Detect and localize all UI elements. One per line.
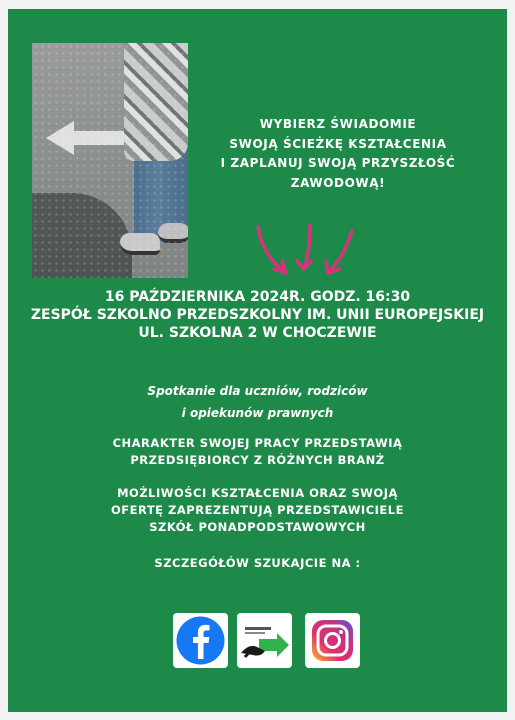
entrepreneurs-text [8, 435, 507, 469]
audience-text [8, 380, 507, 424]
pink-arrows-icon [248, 221, 358, 283]
photo-texture [32, 43, 188, 278]
details-label: SZCZEGÓŁÓW SZUKAJCIE NA : [154, 556, 361, 570]
schools-line: OFERTĘ ZAPREZENTUJĄ PRZEDSTAWICIELE [111, 503, 404, 517]
instagram-icon[interactable] [305, 613, 360, 668]
poster [8, 9, 507, 712]
audience-line: i opiekunów prawnych [181, 406, 334, 420]
entrepreneurs-line: CHARAKTER SWOJEJ PRACY PRZEDSTAWIĄ [112, 436, 403, 450]
schools-line: MOŻLIWOŚCI KSZTAŁCENIA ORAZ SWOJĄ [117, 486, 398, 500]
schools-line: SZKÓŁ PONADPODSTAWOWYCH [149, 520, 366, 534]
headline [193, 115, 483, 193]
event-info [8, 288, 507, 342]
headline-line: SWOJĄ ŚCIEŻKĘ KSZTAŁCENIA [229, 136, 447, 151]
photo-feet-on-arrow [32, 43, 188, 278]
event-date: 16 PAŹDZIERNIKA 2024R. GODZ. 16:30 [104, 289, 411, 305]
headline-line: I ZAPLANUJ SWOJĄ PRZYSZŁOŚĆ [220, 156, 456, 170]
entrepreneurs-line: PRZEDSIĘBIORCY Z RÓŻNYCH BRANŻ [130, 453, 385, 467]
audience-line: Spotkanie dla uczniów, rodziców [147, 384, 368, 398]
headline-line: WYBIERZ ŚWIADOMIE [259, 117, 417, 131]
handshake-logo-icon[interactable] [237, 613, 292, 668]
facebook-icon[interactable] [173, 613, 228, 668]
headline-line: ZAWODOWĄ! [290, 175, 386, 190]
event-venue: ZESPÓŁ SZKOLNO PRZEDSZKOLNY IM. UNII EUROPEJSKIEJ [30, 307, 485, 323]
event-address: UL. SZKOLNA 2 W CHOCZEWIE [138, 325, 377, 341]
schools-text [8, 485, 507, 536]
